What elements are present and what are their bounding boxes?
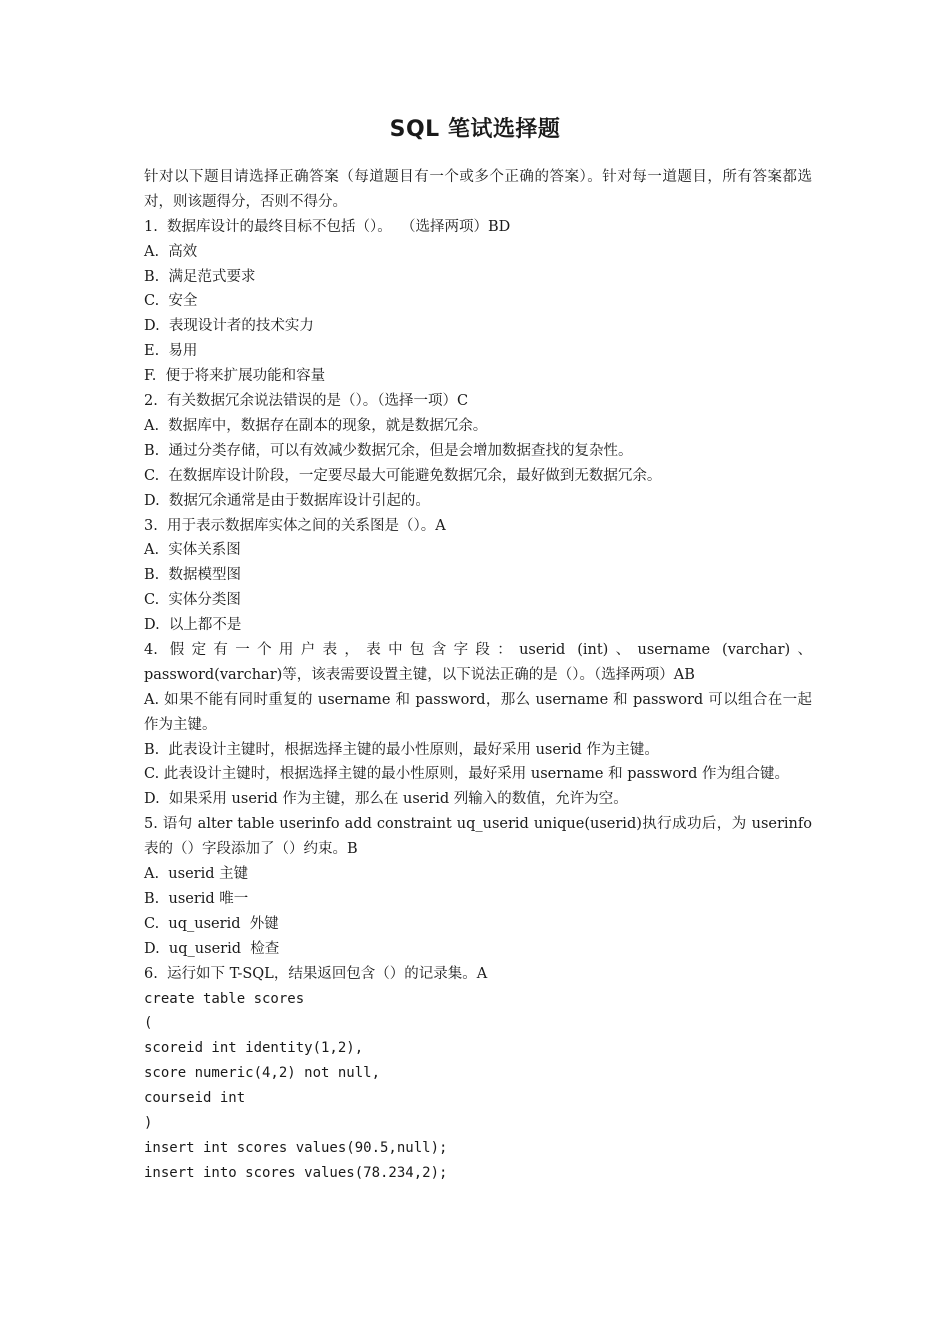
- page-title: SQL 笔试选择题: [389, 117, 561, 142]
- question-1-option-c: C. 安全: [144, 293, 198, 310]
- question-4-option-b: B. 此表设计主键时，根据选择主键的最小性原则，最好采用 userid 作为主键。: [144, 741, 659, 758]
- code-line: score numeric(4,2) not null,: [144, 1065, 381, 1082]
- question-4-option-a: A. 如果不能有同时重复的 username 和 password，那么 username 和 password 可以组合在一起作为主键。: [144, 691, 812, 733]
- question-1-option-e: E. 易用: [144, 343, 198, 360]
- code-line: insert into scores values(78.234,2);: [144, 1164, 448, 1181]
- question-3-option-d: D. 以上都不是: [144, 617, 242, 634]
- question-4-option-d: D. 如果采用 userid 作为主键，那么在 userid 列输入的数值，允许为空。: [144, 791, 628, 808]
- question-5-option-a: A. userid 主键: [144, 866, 249, 883]
- question-4-stem-line-2: password(varchar)等，该表需要设置主键，以下说法正确的是（）。（选择两项）AB: [144, 666, 695, 683]
- question-5-stem: 5. 语句 alter table userinfo add constraint uq_userid unique(userid)执行成功后，为 userinfo 表的（）字段添加了（）约束。B: [144, 816, 812, 858]
- question-3-stem: 3. 用于表示数据库实体之间的关系图是（）。A: [144, 517, 446, 534]
- question-1-option-b: B. 满足范式要求: [144, 268, 256, 285]
- question-6-stem: 6. 运行如下 T-SQL，结果返回包含（）的记录集。A: [144, 965, 488, 982]
- question-1-option-f: F. 便于将来扩展功能和容量: [144, 368, 326, 385]
- code-line: insert int scores values(90.5,null);: [144, 1139, 448, 1156]
- question-4-stem-line-1: 4. 假定有一个用户表，表中包含字段：userid (int)、username (varchar)、: [144, 641, 812, 658]
- question-1-option-d: D. 表现设计者的技术实力: [144, 318, 314, 335]
- question-5-option-c: C. uq_userid 外键: [144, 915, 279, 932]
- code-line: courseid int: [144, 1090, 246, 1107]
- question-5-option-b: B. userid 唯一: [144, 890, 249, 907]
- question-2-option-c: C. 在数据库设计阶段，一定要尽最大可能避免数据冗余，最好做到无数据冗余。: [144, 467, 662, 484]
- code-line: ): [144, 1114, 153, 1131]
- question-4-option-c: C. 此表设计主键时，根据选择主键的最小性原则，最好采用 username 和 password 作为组合键。: [144, 766, 789, 783]
- question-2-option-d: D. 数据冗余通常是由于数据库设计引起的。: [144, 492, 430, 509]
- question-3-option-a: A. 实体关系图: [144, 542, 241, 559]
- question-5-option-d: D. uq_userid 检查: [144, 940, 280, 957]
- question-3-option-c: C. 实体分类图: [144, 592, 241, 609]
- question-3-option-b: B. 数据模型图: [144, 567, 241, 584]
- question-2-stem: 2. 有关数据冗余说法错误的是（）。（选择一项）C: [144, 393, 469, 410]
- question-1-stem: 1. 数据库设计的最终目标不包括（）。 （选择两项）BD: [144, 218, 511, 235]
- question-2-option-a: A. 数据库中，数据存在副本的现象，就是数据冗余。: [144, 417, 488, 434]
- code-line: create table scores: [144, 990, 305, 1007]
- question-1-option-a: A. 高效: [144, 243, 198, 260]
- question-2-option-b: B. 通过分类存储，可以有效减少数据冗余，但是会增加数据查找的复杂性。: [144, 442, 633, 459]
- intro-paragraph: 针对以下题目请选择正确答案（每道题目有一个或多个正确的答案）。针对每一道题目，所有答案都选对，则该题得分，否则不得分。: [144, 169, 812, 210]
- code-line: (: [144, 1015, 153, 1032]
- code-line: scoreid int identity(1,2),: [144, 1040, 364, 1057]
- document-body: [144, 165, 812, 1186]
